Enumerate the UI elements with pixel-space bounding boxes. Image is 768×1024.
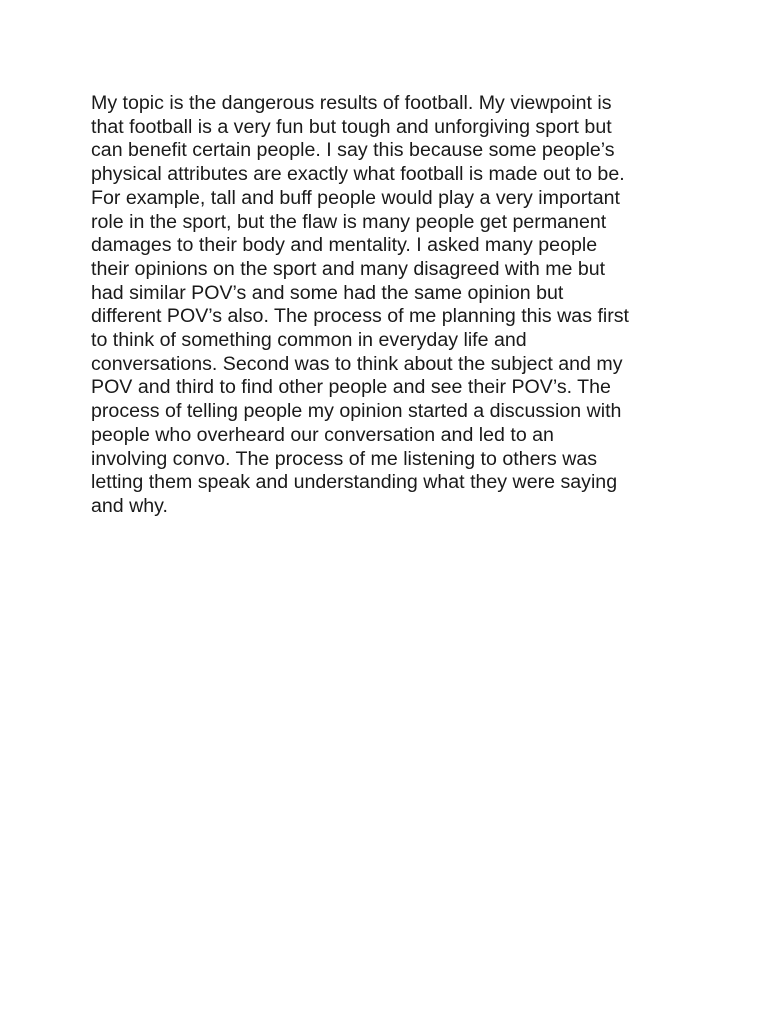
text-line: involving convo. The process of me listening to others was [91, 447, 598, 470]
body-paragraph [91, 92, 691, 519]
text-line: role in the sport, but the flaw is many people get permanent [91, 210, 607, 233]
text-line: and why. [91, 494, 168, 517]
text-line: My topic is the dangerous results of football. My viewpoint is [91, 92, 612, 114]
text-line: to think of something common in everyday life and [91, 329, 527, 352]
text-line: physical attributes are exactly what football is made out to be. [91, 163, 625, 186]
text-line: people who overheard our conversation and led to an [91, 423, 554, 446]
text-line: had similar POV’s and some had the same opinion but [91, 281, 564, 304]
text-line: conversations. Second was to think about the subject and my [91, 352, 623, 375]
text-line: damages to their body and mentality. I asked many people [91, 234, 598, 257]
text-line: their opinions on the sport and many disagreed with me but [91, 257, 606, 280]
text-line: can benefit certain people. I say this because some people’s [91, 139, 615, 162]
text-line: different POV’s also. The process of me planning this was first [91, 305, 630, 328]
text-line: that football is a very fun but tough and unforgiving sport but [91, 115, 612, 138]
text-line: For example, tall and buff people would play a very important [91, 186, 620, 209]
text-line: letting them speak and understanding what they were saying [91, 471, 618, 494]
text-line: process of telling people my opinion started a discussion with [91, 400, 622, 423]
text-line: POV and third to find other people and see their POV’s. The [91, 376, 611, 399]
